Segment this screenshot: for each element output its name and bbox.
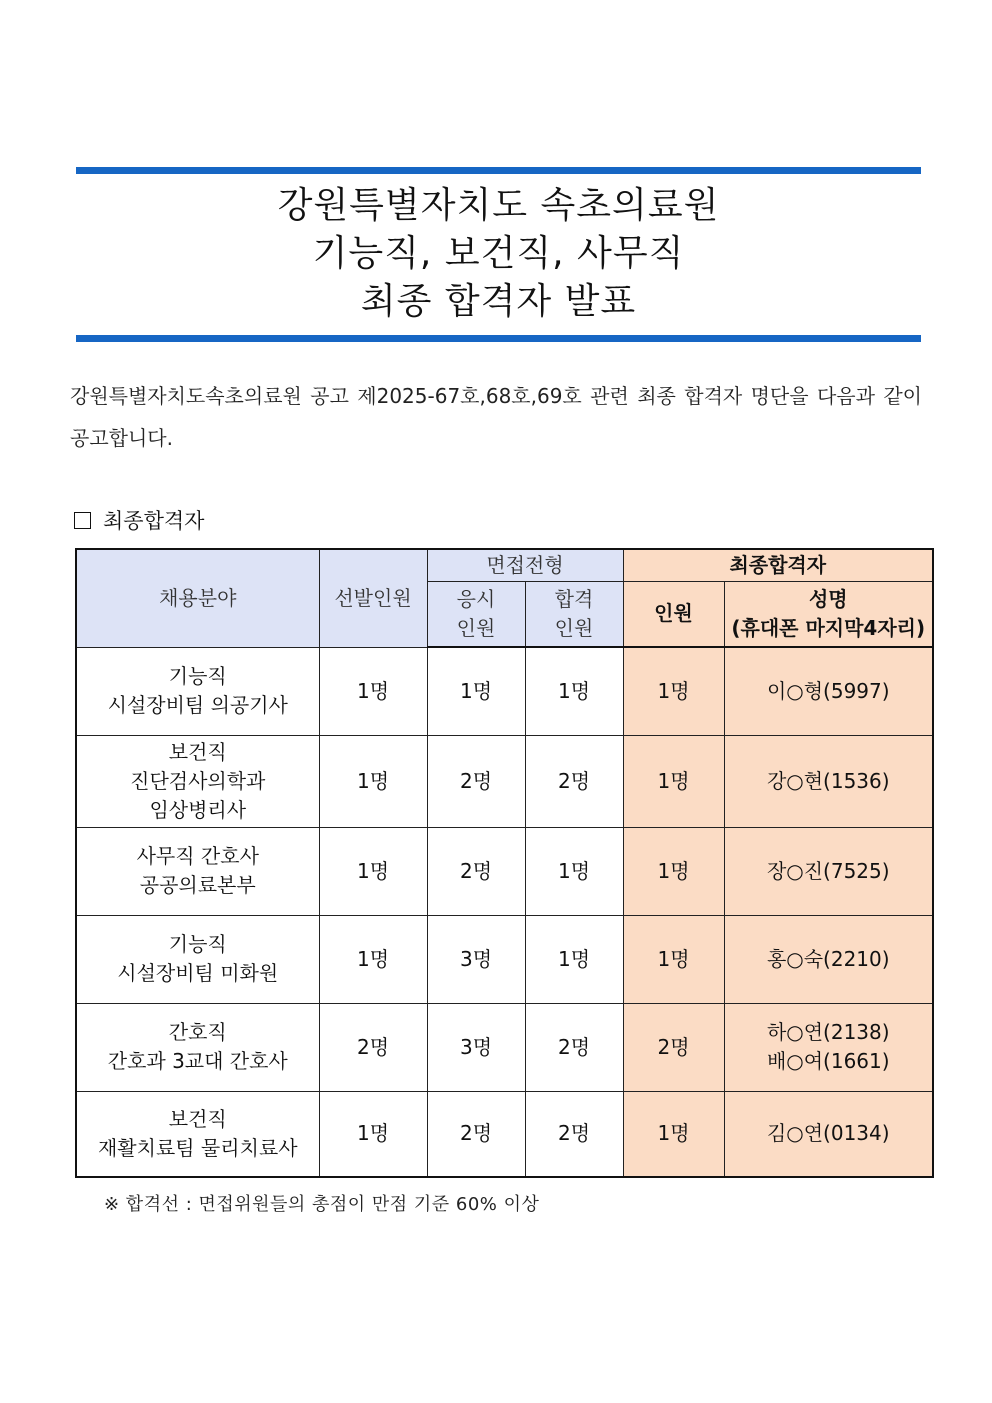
field-cell	[76, 1091, 319, 1177]
header-final-name	[724, 581, 933, 647]
final-name-cell	[724, 1091, 933, 1177]
header-applicants-line-2: 인원	[456, 615, 496, 640]
field-line: 임상병리사	[149, 797, 247, 822]
header-final-count: 인원	[623, 581, 724, 647]
field-cell	[76, 1003, 319, 1091]
field-line: 기능직	[168, 932, 227, 956]
passed-cell: 2명	[525, 1003, 623, 1091]
selection-cell: 1명	[319, 735, 427, 827]
section-heading	[74, 505, 204, 535]
applicants-cell: 2명	[427, 827, 525, 915]
title-line-2: 기능직, 보건직, 사무직	[312, 233, 685, 274]
field-cell	[76, 827, 319, 915]
passed-cell: 1명	[525, 827, 623, 915]
applicants-cell: 1명	[427, 647, 525, 735]
table-row	[76, 1091, 933, 1177]
header-passed-line-1: 합격	[554, 586, 594, 611]
intro-paragraph: 강원특별자치도속초의료원 공고 제2025-67호,68호,69호 관련 최종 합격자 명단을 다음과 같이 공고합니다.	[70, 384, 922, 450]
field-cell	[76, 647, 319, 735]
final-count-cell: 1명	[623, 915, 724, 1003]
empty-square-icon	[74, 512, 91, 529]
field-line: 재활치료팀 물리치료사	[97, 1135, 298, 1160]
field-line: 보건직	[168, 1106, 227, 1131]
table-row	[76, 647, 933, 735]
selection-cell: 1명	[319, 827, 427, 915]
title-line-1: 강원특별자치도 속초의료원	[277, 185, 720, 226]
header-final-group: 최종합격자	[623, 549, 933, 581]
selection-cell: 1명	[319, 1091, 427, 1177]
field-line: 간호직	[168, 1020, 227, 1044]
passed-cell: 2명	[525, 735, 623, 827]
title-bottom-rule	[76, 335, 921, 342]
header-applicants-line-1: 응시	[456, 586, 496, 611]
table-row	[76, 735, 933, 827]
final-name-cell	[724, 915, 933, 1003]
final-name: 배○여(1661)	[766, 1049, 890, 1073]
final-count-cell: 1명	[623, 827, 724, 915]
final-count-cell: 1명	[623, 735, 724, 827]
field-cell	[76, 735, 319, 827]
final-count-cell: 1명	[623, 1091, 724, 1177]
applicants-cell: 2명	[427, 1091, 525, 1177]
applicants-cell: 3명	[427, 1003, 525, 1091]
field-line: 간호과 3교대 간호사	[107, 1049, 288, 1073]
table-row	[76, 827, 933, 915]
passed-cell: 1명	[525, 915, 623, 1003]
field-line: 기능직	[168, 664, 227, 688]
field-line: 시설장비팀 의공기사	[107, 693, 288, 717]
title-line-3: 최종 합격자 발표	[360, 281, 637, 322]
passed-cell: 2명	[525, 1091, 623, 1177]
header-selection-count: 선발인원	[319, 549, 427, 647]
field-line: 사무직 간호사	[136, 844, 259, 868]
applicants-cell: 2명	[427, 735, 525, 827]
final-name-cell	[724, 1003, 933, 1091]
table-row	[76, 915, 933, 1003]
field-cell	[76, 915, 319, 1003]
footnote: ※ 합격선 : 면접위원들의 총점이 만점 기준 60% 이상	[104, 1194, 540, 1215]
page-title	[76, 182, 921, 326]
final-name: 홍○숙(2210)	[766, 946, 890, 971]
field-line: 진단검사의학과	[130, 768, 266, 793]
header-applicants	[427, 581, 525, 647]
final-name-cell	[724, 827, 933, 915]
final-name: 이○형(5997)	[766, 678, 890, 703]
final-name: 김○연(0134)	[766, 1121, 890, 1146]
field-line: 시설장비팀 미화원	[117, 961, 279, 985]
field-line: 공공의료본부	[139, 873, 256, 897]
header-field: 채용분야	[76, 549, 319, 647]
header-passed	[525, 581, 623, 647]
selection-cell: 1명	[319, 647, 427, 735]
final-name: 장○진(7525)	[766, 858, 890, 883]
field-line: 보건직	[168, 739, 227, 764]
table-row	[76, 1003, 933, 1091]
header-interview-group: 면접전형	[427, 549, 623, 581]
final-results-table	[75, 548, 934, 1178]
final-name: 하○연(2138)	[766, 1020, 890, 1044]
final-name-cell	[724, 735, 933, 827]
selection-cell: 2명	[319, 1003, 427, 1091]
applicants-cell: 3명	[427, 915, 525, 1003]
header-final-name-line-2: (휴대폰 마지막4자리)	[731, 615, 926, 640]
final-name: 강○현(1536)	[766, 768, 890, 793]
title-top-rule	[76, 167, 921, 174]
final-name-cell	[724, 647, 933, 735]
section-heading-label: 최종합격자	[103, 509, 205, 533]
passed-cell: 1명	[525, 647, 623, 735]
header-passed-line-2: 인원	[554, 615, 594, 640]
final-count-cell: 1명	[623, 647, 724, 735]
final-count-cell: 2명	[623, 1003, 724, 1091]
header-final-name-line-1: 성명	[808, 586, 848, 611]
selection-cell: 1명	[319, 915, 427, 1003]
